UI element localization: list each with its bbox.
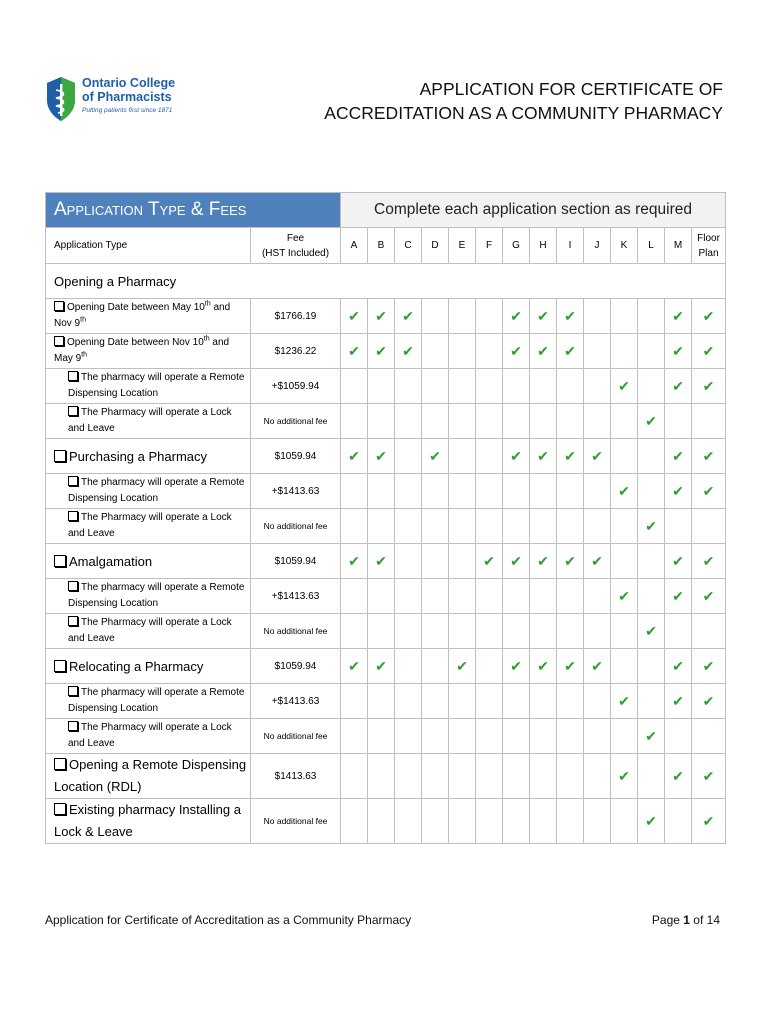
checkmark-icon: ✔: [638, 799, 665, 844]
checkmark-icon: ✔: [665, 754, 692, 799]
checkmark-icon: ✔: [665, 369, 692, 404]
row-label: Opening Date between Nov 10th and May 9th: [46, 334, 251, 369]
section-existing-lock-leave: Existing pharmacy Installing a Lock & Leave: [46, 799, 251, 844]
col-section-l: L: [638, 228, 665, 264]
row-fee: No additional fee: [251, 614, 341, 649]
col-section-i: I: [557, 228, 584, 264]
checkmark-icon: ✔: [584, 649, 611, 684]
checkmark-icon: ✔: [530, 299, 557, 334]
checkmark-icon: ✔: [638, 404, 665, 439]
table-row: [46, 369, 726, 404]
col-section-h: H: [530, 228, 557, 264]
section-opening-pharmacy: Opening a Pharmacy: [46, 264, 726, 299]
checkmark-icon: ✔: [395, 334, 422, 369]
col-section-k: K: [611, 228, 638, 264]
row-label: The pharmacy will operate a Remote Dispensing Location: [46, 684, 251, 719]
checkmark-icon: ✔: [557, 544, 584, 579]
shield-logo-icon: [46, 76, 76, 122]
checkmark-icon: ✔: [422, 439, 449, 474]
checkmark-icon: ✔: [530, 439, 557, 474]
checkbox[interactable]: [68, 406, 78, 416]
col-fee: Fee (HST Included): [251, 228, 341, 264]
checkmark-icon: ✔: [665, 439, 692, 474]
section-opening-rdl: Opening a Remote Dispensing Location (RDL): [46, 754, 251, 799]
checkmark-icon: ✔: [503, 334, 530, 369]
checkmark-icon: ✔: [665, 474, 692, 509]
logo-name-line1: Ontario College: [82, 76, 176, 90]
table-row: [46, 684, 726, 719]
col-application-type: Application Type: [46, 228, 251, 264]
checkmark-icon: ✔: [692, 649, 726, 684]
checkmark-icon: ✔: [638, 509, 665, 544]
application-fees-table: [45, 192, 726, 844]
table-row: [46, 509, 726, 544]
checkmark-icon: ✔: [530, 649, 557, 684]
title-line1: APPLICATION FOR CERTIFICATE OF: [419, 79, 723, 99]
checkmark-icon: ✔: [611, 579, 638, 614]
checkmark-icon: ✔: [368, 299, 395, 334]
row-fee: $1236.22: [251, 334, 341, 369]
checkbox[interactable]: [68, 511, 78, 521]
checkmark-icon: ✔: [557, 439, 584, 474]
checkmark-icon: ✔: [665, 579, 692, 614]
col-section-c: C: [395, 228, 422, 264]
row-fee: +$1413.63: [251, 474, 341, 509]
row-fee: +$1413.63: [251, 684, 341, 719]
table-row: [46, 579, 726, 614]
checkmark-icon: ✔: [692, 754, 726, 799]
table-row: [46, 404, 726, 439]
checkmark-icon: ✔: [368, 649, 395, 684]
col-section-f: F: [476, 228, 503, 264]
section-purchasing-pharmacy: Purchasing a Pharmacy: [46, 439, 251, 474]
row-fee: $1059.94: [251, 649, 341, 684]
checkmark-icon: ✔: [368, 334, 395, 369]
col-section-m: M: [665, 228, 692, 264]
checkmark-icon: ✔: [665, 299, 692, 334]
row-fee: $1059.94: [251, 544, 341, 579]
row-label: The Pharmacy will operate a Lock and Leave: [46, 404, 251, 439]
checkmark-icon: ✔: [692, 799, 726, 844]
checkbox[interactable]: [54, 803, 66, 815]
table-row: [46, 719, 726, 754]
checkmark-icon: ✔: [665, 684, 692, 719]
table-row: [46, 799, 726, 844]
checkmark-icon: ✔: [692, 474, 726, 509]
checkmark-icon: ✔: [584, 544, 611, 579]
logo-tagline: Putting patients first since 1871: [82, 107, 173, 114]
checkmark-icon: ✔: [692, 579, 726, 614]
checkmark-icon: ✔: [557, 334, 584, 369]
checkmark-icon: ✔: [368, 439, 395, 474]
row-fee: $1413.63: [251, 754, 341, 799]
checkmark-icon: ✔: [665, 649, 692, 684]
checkmark-icon: ✔: [449, 649, 476, 684]
checkbox[interactable]: [54, 660, 66, 672]
table-row: [46, 614, 726, 649]
checkbox[interactable]: [68, 721, 78, 731]
col-section-e: E: [449, 228, 476, 264]
checkmark-icon: ✔: [341, 544, 368, 579]
checkbox[interactable]: [68, 371, 78, 381]
row-fee: +$1413.63: [251, 579, 341, 614]
col-section-g: G: [503, 228, 530, 264]
checkbox[interactable]: [54, 758, 66, 770]
checkmark-icon: ✔: [341, 649, 368, 684]
checkmark-icon: ✔: [368, 544, 395, 579]
checkmark-icon: ✔: [611, 369, 638, 404]
footer-page-number: Page 1 of 14: [651, 913, 720, 927]
table-row: [46, 649, 726, 684]
col-section-d: D: [422, 228, 449, 264]
checkmark-icon: ✔: [665, 544, 692, 579]
checkbox[interactable]: [68, 476, 78, 486]
checkmark-icon: ✔: [341, 299, 368, 334]
checkbox[interactable]: [54, 555, 66, 567]
application-type-fees-header: Application Type & Fees: [46, 193, 341, 228]
checkmark-icon: ✔: [611, 474, 638, 509]
checkmark-icon: ✔: [611, 754, 638, 799]
row-label: The Pharmacy will operate a Lock and Leave: [46, 719, 251, 754]
row-label: The pharmacy will operate a Remote Dispensing Location: [46, 579, 251, 614]
checkmark-icon: ✔: [584, 439, 611, 474]
checkmark-icon: ✔: [530, 334, 557, 369]
col-floor-plan: Floor Plan: [692, 228, 726, 264]
checkmark-icon: ✔: [503, 544, 530, 579]
table-row: [46, 334, 726, 369]
table-row: [46, 544, 726, 579]
checkmark-icon: ✔: [503, 649, 530, 684]
checkmark-icon: ✔: [341, 334, 368, 369]
checkbox[interactable]: [54, 336, 64, 346]
row-fee: No additional fee: [251, 509, 341, 544]
checkbox[interactable]: [54, 301, 64, 311]
row-label: The pharmacy will operate a Remote Dispensing Location: [46, 369, 251, 404]
page-title: [324, 77, 723, 125]
checkbox[interactable]: [68, 686, 78, 696]
checkmark-icon: ✔: [503, 439, 530, 474]
checkbox[interactable]: [68, 616, 78, 626]
checkbox[interactable]: [68, 581, 78, 591]
ocp-logo: [46, 76, 226, 128]
checkmark-icon: ✔: [692, 369, 726, 404]
checkbox[interactable]: [54, 450, 66, 462]
checkmark-icon: ✔: [692, 684, 726, 719]
checkmark-icon: ✔: [476, 544, 503, 579]
section-amalgamation: Amalgamation: [46, 544, 251, 579]
checkmark-icon: ✔: [611, 684, 638, 719]
checkmark-icon: ✔: [530, 544, 557, 579]
table-row: [46, 299, 726, 334]
section-relocating-pharmacy: Relocating a Pharmacy: [46, 649, 251, 684]
col-section-a: A: [341, 228, 368, 264]
row-fee: No additional fee: [251, 799, 341, 844]
title-line2: ACCREDITATION AS A COMMUNITY PHARMACY: [324, 103, 723, 123]
checkmark-icon: ✔: [341, 439, 368, 474]
table-row: [46, 754, 726, 799]
checkmark-icon: ✔: [638, 614, 665, 649]
row-label: The pharmacy will operate a Remote Dispensing Location: [46, 474, 251, 509]
complete-sections-header: Complete each application section as required: [341, 193, 726, 228]
table-row: [46, 474, 726, 509]
checkmark-icon: ✔: [692, 439, 726, 474]
checkmark-icon: ✔: [665, 334, 692, 369]
col-section-b: B: [368, 228, 395, 264]
row-fee: $1766.19: [251, 299, 341, 334]
row-fee: $1059.94: [251, 439, 341, 474]
checkmark-icon: ✔: [557, 649, 584, 684]
table-row: [46, 439, 726, 474]
row-label: The Pharmacy will operate a Lock and Leave: [46, 509, 251, 544]
checkmark-icon: ✔: [692, 334, 726, 369]
logo-name-line2: of Pharmacists: [82, 90, 172, 104]
checkmark-icon: ✔: [395, 299, 422, 334]
row-label: The Pharmacy will operate a Lock and Leave: [46, 614, 251, 649]
footer-document-title: Application for Certificate of Accreditation as a Community Pharmacy: [45, 913, 412, 927]
checkmark-icon: ✔: [692, 299, 726, 334]
checkmark-icon: ✔: [503, 299, 530, 334]
col-section-j: J: [584, 228, 611, 264]
row-fee: No additional fee: [251, 719, 341, 754]
checkmark-icon: ✔: [692, 544, 726, 579]
row-fee: +$1059.94: [251, 369, 341, 404]
checkmark-icon: ✔: [638, 719, 665, 754]
row-label: Opening Date between May 10th and Nov 9th: [46, 299, 251, 334]
checkmark-icon: ✔: [557, 299, 584, 334]
row-fee: No additional fee: [251, 404, 341, 439]
